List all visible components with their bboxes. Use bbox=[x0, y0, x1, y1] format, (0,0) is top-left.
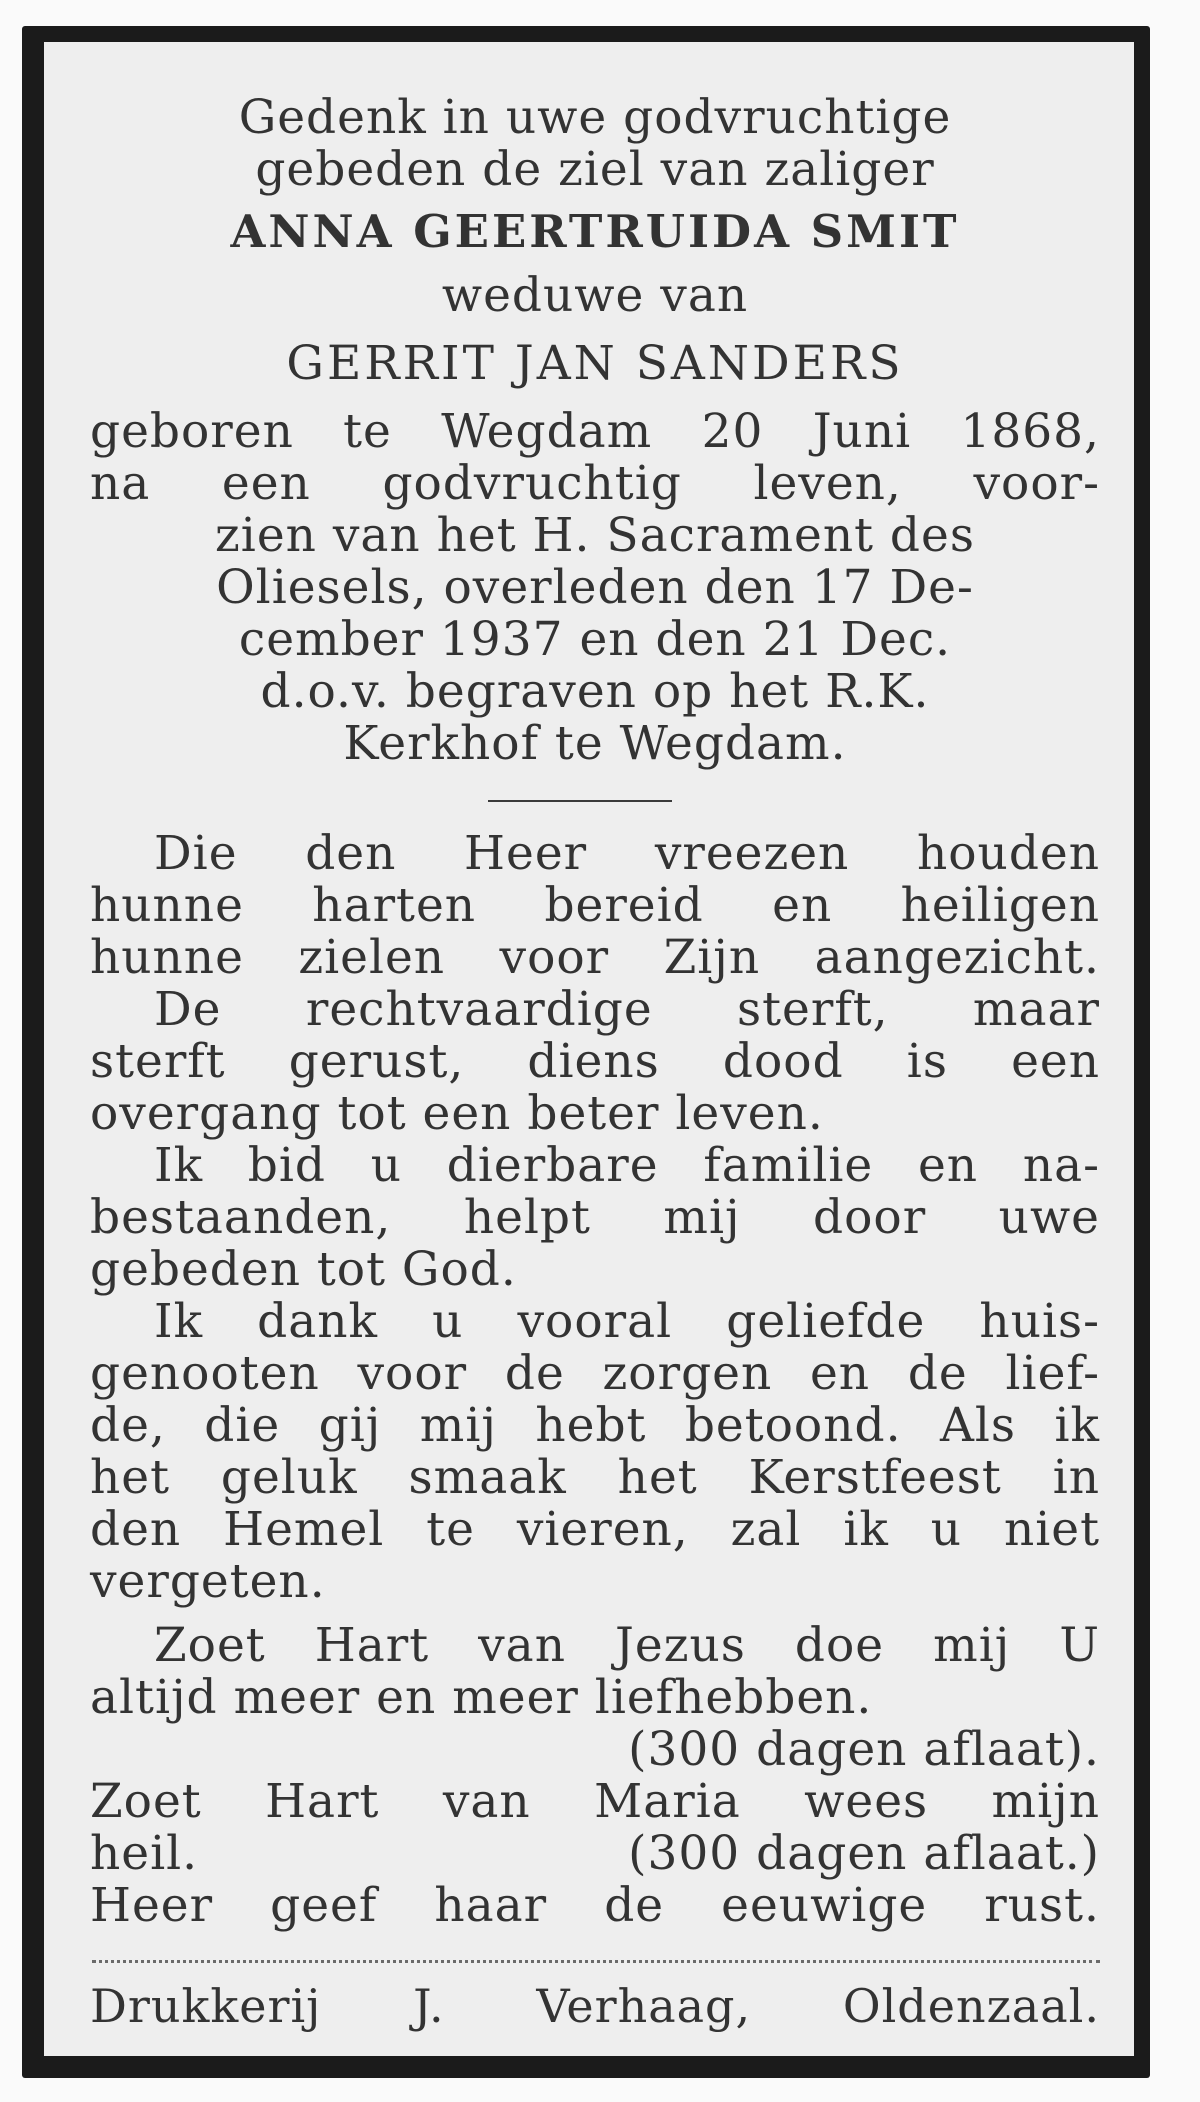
verse-line: hunne harten bereid en heiligen bbox=[90, 878, 1100, 933]
verse-line: genooten voor de zorgen en de lief- bbox=[90, 1346, 1100, 1401]
verse-line: sterft gerust, diens dood is een bbox=[90, 1034, 1100, 1089]
verse-line: Ik dank u vooral geliefde huis- bbox=[154, 1294, 1100, 1349]
verse-line: heil. bbox=[90, 1826, 199, 1881]
spouse-name: GERRIT JAN SANDERS bbox=[286, 336, 904, 391]
biography-line-5: cember 1937 en den 21 Dec. bbox=[238, 612, 952, 667]
intro-line-2: gebeden de ziel van zaliger bbox=[255, 142, 935, 197]
deceased-name: ANNA GEERTRUIDA SMIT bbox=[230, 205, 960, 258]
verse-line: hunne zielen voor Zijn aangezicht. bbox=[90, 930, 1100, 985]
biography-line-7: Kerkhof te Wegdam. bbox=[343, 716, 847, 771]
verse-line: vergeten. bbox=[90, 1554, 326, 1609]
verse-line: overgang tot een beter leven. bbox=[90, 1086, 824, 1141]
indulgence-note: (300 dagen aflaat). bbox=[628, 1722, 1100, 1777]
indulgence-note: (300 dagen aflaat.) bbox=[628, 1826, 1100, 1881]
verse-line: den Hemel te vieren, zal ik u niet bbox=[90, 1502, 1100, 1557]
section-divider bbox=[488, 800, 672, 802]
verse-line: De rechtvaardige sterft, maar bbox=[154, 982, 1100, 1037]
verse-line: Zoet Hart van Maria wees mijn bbox=[90, 1774, 1100, 1829]
verse-line: het geluk smaak het Kerstfeest in bbox=[90, 1450, 1100, 1505]
verse-line: Zoet Hart van Jezus doe mij U bbox=[154, 1618, 1100, 1673]
verse-line: Ik bid u dierbare familie en na- bbox=[154, 1138, 1100, 1193]
verse-line: de, die gij mij hebt betoond. Als ik bbox=[90, 1398, 1100, 1453]
footer-divider bbox=[92, 1960, 1100, 1963]
printer-imprint: Drukkerij J. Verhaag, Oldenzaal. bbox=[90, 1979, 1100, 2033]
biography-line-6: d.o.v. begraven op het R.K. bbox=[260, 664, 930, 719]
verse-line: Die den Heer vreezen houden bbox=[154, 826, 1100, 881]
intro-line-1: Gedenk in uwe godvruchtige bbox=[238, 90, 952, 145]
biography-line-2: na een godvruchtig leven, voor- bbox=[90, 456, 1100, 511]
biography-line-3: zien van het H. Sacrament des bbox=[215, 508, 975, 563]
verse-line: Heer geef haar de eeuwige rust. bbox=[90, 1878, 1100, 1933]
widow-of: weduwe van bbox=[441, 268, 749, 323]
biography-line-4: Oliesels, overleden den 17 De- bbox=[216, 560, 974, 615]
verse-line: altijd meer en meer liefhebben. bbox=[90, 1670, 873, 1725]
verse-line: bestaanden, helpt mij door uwe bbox=[90, 1190, 1100, 1245]
biography-line-1: geboren te Wegdam 20 Juni 1868, bbox=[90, 404, 1100, 459]
verse-line: gebeden tot God. bbox=[90, 1242, 517, 1297]
